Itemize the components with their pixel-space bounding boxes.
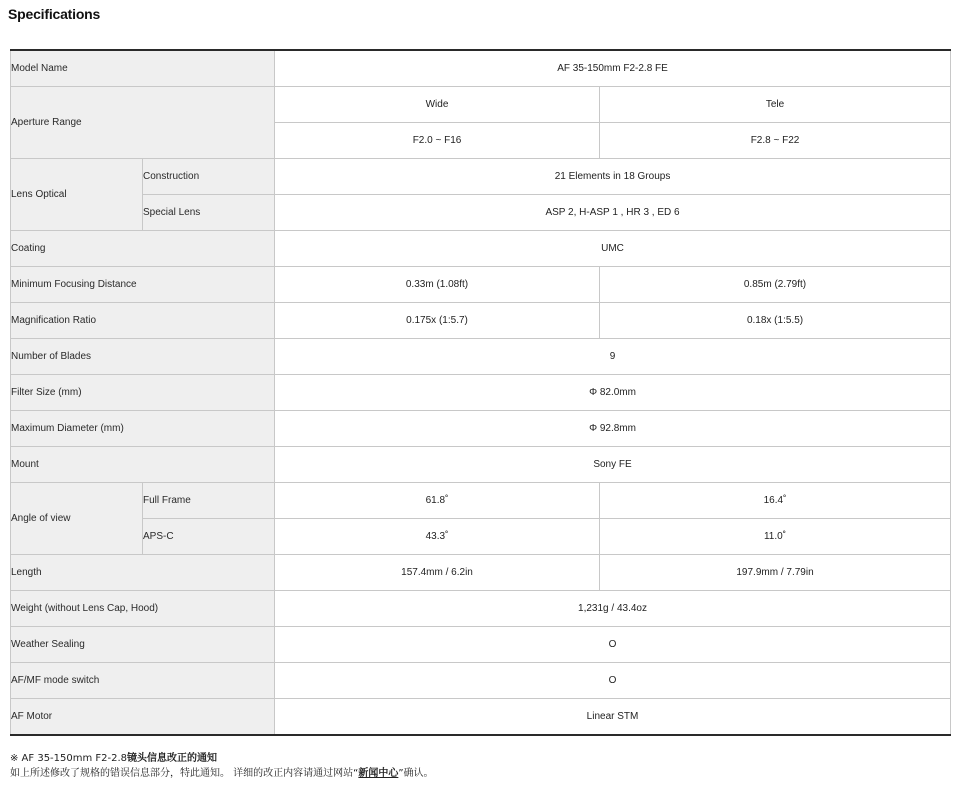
filter-size-value: Φ 82.0mm [275, 375, 951, 411]
table-row [11, 519, 951, 555]
number-of-blades-label: Number of Blades [11, 339, 275, 375]
number-of-blades-value: 9 [275, 339, 951, 375]
news-center-link[interactable]: 新闻中心 [358, 768, 399, 779]
model-name-value: AF 35-150mm F2-2.8 FE [275, 50, 951, 87]
min-focusing-distance-label: Minimum Focusing Distance [11, 267, 275, 303]
apsc-wide: 43.3˚ [275, 519, 600, 555]
table-row [11, 483, 951, 519]
apsc-tele: 11.0˚ [600, 519, 951, 555]
table-row [11, 591, 951, 627]
table-row [11, 159, 951, 195]
maximum-diameter-value: Φ 92.8mm [275, 411, 951, 447]
table-row [11, 375, 951, 411]
correction-notice-title [10, 749, 217, 764]
notice-prefix: ※ AF 35-150mm F2-2.8 [10, 753, 128, 764]
length-wide: 157.4mm / 6.2in [275, 555, 600, 591]
table-row [11, 87, 951, 123]
coating-value: UMC [275, 231, 951, 267]
mount-value: Sony FE [275, 447, 951, 483]
table-row [11, 195, 951, 231]
maximum-diameter-label: Maximum Diameter (mm) [11, 411, 275, 447]
length-tele: 197.9mm / 7.79in [600, 555, 951, 591]
table-row [11, 447, 951, 483]
table-row [11, 267, 951, 303]
table-row [11, 339, 951, 375]
table-row [11, 663, 951, 699]
filter-size-label: Filter Size (mm) [11, 375, 275, 411]
weather-sealing-label: Weather Sealing [11, 627, 275, 663]
aperture-wide-heading: Wide [275, 87, 600, 123]
table-row [11, 699, 951, 736]
weather-sealing-value: O [275, 627, 951, 663]
model-name-label: Model Name [11, 50, 275, 87]
aperture-tele-value: F2.8 ~ F22 [600, 123, 951, 159]
page-title: Specifications [8, 6, 101, 22]
af-motor-value: Linear STM [275, 699, 951, 736]
weight-label: Weight (without Lens Cap, Hood) [11, 591, 275, 627]
coating-label: Coating [11, 231, 275, 267]
apsc-label: APS-C [143, 519, 275, 555]
table-row [11, 627, 951, 663]
magnification-ratio-label: Magnification Ratio [11, 303, 275, 339]
weight-value: 1,231g / 43.4oz [275, 591, 951, 627]
aperture-range-label: Aperture Range [11, 87, 275, 159]
table-row [11, 231, 951, 267]
af-mf-switch-value: O [275, 663, 951, 699]
full-frame-label: Full Frame [143, 483, 275, 519]
full-frame-tele: 16.4˚ [600, 483, 951, 519]
notice-bold-text: 镜头信息改正的通知 [127, 753, 218, 764]
table-row [11, 411, 951, 447]
full-frame-wide: 61.8˚ [275, 483, 600, 519]
construction-value: 21 Elements in 18 Groups [275, 159, 951, 195]
min-focusing-distance-tele: 0.85m (2.79ft) [600, 267, 951, 303]
af-motor-label: AF Motor [11, 699, 275, 736]
aperture-tele-heading: Tele [600, 87, 951, 123]
magnification-ratio-wide: 0.175x (1:5.7) [275, 303, 600, 339]
table-row [11, 555, 951, 591]
special-lens-value: ASP 2, H-ASP 1 , HR 3 , ED 6 [275, 195, 951, 231]
lens-optical-label: Lens Optical [11, 159, 143, 231]
specifications-table [10, 49, 951, 736]
min-focusing-distance-wide: 0.33m (1.08ft) [275, 267, 600, 303]
notice-body-text: 如上所述修改了规格的错误信息部分，特此通知。 详细的改正内容请通过网站“ [10, 768, 359, 779]
angle-of-view-label: Angle of view [11, 483, 143, 555]
table-row [11, 303, 951, 339]
magnification-ratio-tele: 0.18x (1:5.5) [600, 303, 951, 339]
length-label: Length [11, 555, 275, 591]
notice-body-suffix: ”确认。 [398, 768, 434, 779]
table-row [11, 50, 951, 87]
aperture-wide-value: F2.0 ~ F16 [275, 123, 600, 159]
af-mf-switch-label: AF/MF mode switch [11, 663, 275, 699]
construction-label: Construction [143, 159, 275, 195]
special-lens-label: Special Lens [143, 195, 275, 231]
mount-label: Mount [11, 447, 275, 483]
correction-notice-body [10, 764, 434, 779]
